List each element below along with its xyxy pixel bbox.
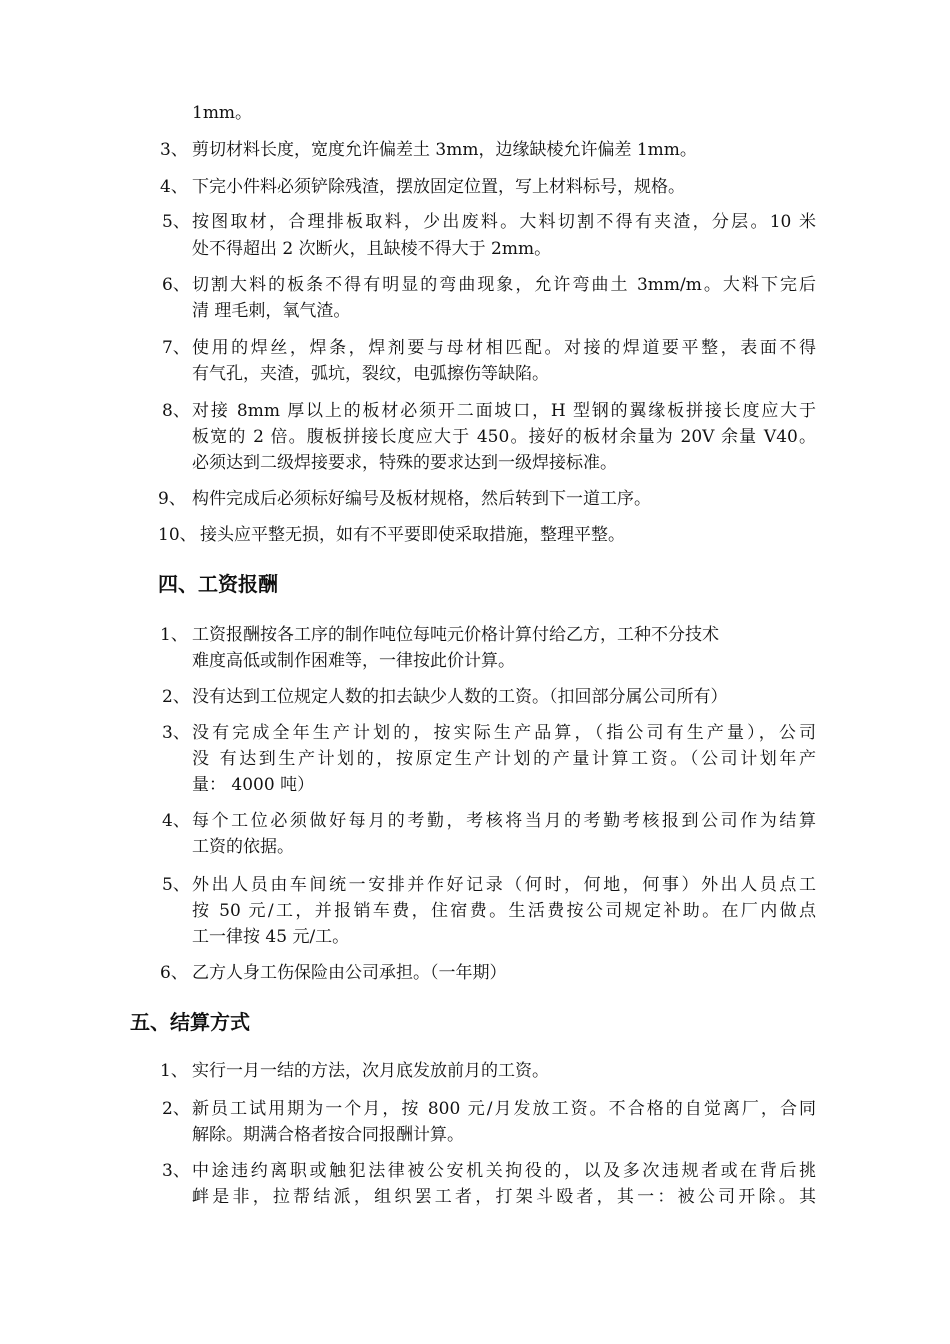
item-text: 必须达到二级焊接要求，特殊的要求达到一级焊接标准。 <box>192 453 617 473</box>
item-number: 2、 <box>162 1099 190 1119</box>
item-text: 剪切材料长度，宽度允许偏差土 3mm，边缘缺棱允许偏差 1mm。 <box>192 140 697 160</box>
item-text: 接头应平整无损，如有不平要即使采取措施，整理平整。 <box>200 525 625 545</box>
item-number: 5、 <box>162 875 190 895</box>
item-text: 新员工试用期为一个月，按 800 元/月发放工资。不合格的自觉离厂，合同 <box>192 1099 816 1119</box>
item-text: 清 理毛刺，氧气渣。 <box>192 301 351 321</box>
item-number: 3、 <box>162 723 190 743</box>
item-number: 2、 <box>162 687 190 707</box>
item-text: 没有达到工位规定人数的扣去缺少人数的工资。（扣回部分属公司所有） <box>192 687 728 707</box>
item-text: 使用的焊丝，焊条，焊剂要与母材相匹配。对接的焊道要平整，表面不得 <box>192 338 816 358</box>
item-number: 3、 <box>162 1161 190 1181</box>
item-text: 工资报酬按各工序的制作吨位每吨元价格计算付给乙方，工种不分技术 <box>192 625 719 645</box>
item-text: 对接 8mm 厚以上的板材必须开二面坡口，H 型钢的翼缘板拼接长度应大于 <box>192 401 816 421</box>
item-number: 10、 <box>158 525 197 545</box>
item-text: 中途违约离职或触犯法律被公安机关拘役的，以及多次违规者或在背后挑 <box>192 1161 816 1181</box>
item-text: 没 有达到生产计划的，按原定生产计划的产量计算工资。（公司计划年产 <box>192 749 816 769</box>
item-text: 按图取材，合理排板取料，少出废料。大料切割不得有夹渣，分层。10 米 <box>192 212 816 232</box>
item-text: 切割大料的板条不得有明显的弯曲现象，允许弯曲土 3mm/m。大料下完后 <box>192 275 816 295</box>
item-text: 构件完成后必须标好编号及板材规格，然后转到下一道工序。 <box>192 489 651 509</box>
item-text: 乙方人身工伤保险由公司承担。（一年期） <box>192 963 507 983</box>
item-text: 解除。期满合格者按合同报酬计算。 <box>192 1125 464 1145</box>
item-text: 按 50 元/工，并报销车费，住宿费。生活费按公司规定补助。在厂内做点 <box>192 901 816 921</box>
item-number: 4、 <box>160 177 188 197</box>
continuation-line: 1mm。 <box>192 103 253 123</box>
item-text: 难度高低或制作困难等，一律按此价计算。 <box>192 651 515 671</box>
item-text: 板宽的 2 倍。腹板拼接长度应大于 450。接好的板材余量为 20V 余量 V40。 <box>192 427 816 447</box>
item-number: 1、 <box>160 625 188 645</box>
item-number: 1、 <box>160 1061 188 1081</box>
item-text: 没有完成全年生产计划的，按实际生产品算，（指公司有生产量），公司 <box>192 723 816 743</box>
item-number: 3、 <box>160 140 188 160</box>
item-number: 5、 <box>162 212 190 232</box>
item-text: 处不得超出 2 次断火，且缺棱不得大于 2mm。 <box>192 239 552 259</box>
item-text: 下完小件料必须铲除残渣，摆放固定位置，写上材料标号，规格。 <box>192 177 685 197</box>
item-text: 外出人员由车间统一安排并作好记录（何时，何地，何事）外出人员点工 <box>192 875 816 895</box>
item-text: 每个工位必须做好每月的考勤，考核将当月的考勤考核报到公司作为结算 <box>192 811 816 831</box>
item-text: 工资的依据。 <box>192 837 294 857</box>
item-text: 量： 4000 吨） <box>192 775 315 795</box>
item-number: 4、 <box>162 811 190 831</box>
section-heading: 四、工资报酬 <box>158 572 278 596</box>
item-number: 9、 <box>158 489 186 509</box>
item-text: 工一律按 45 元/工。 <box>192 927 350 947</box>
item-text: 有气孔，夹渣，弧坑，裂纹，电弧擦伤等缺陷。 <box>192 364 549 384</box>
item-text: 实行一月一结的方法，次月底发放前月的工资。 <box>192 1061 549 1081</box>
item-number: 8、 <box>162 401 190 421</box>
item-number: 7、 <box>162 338 190 358</box>
item-text: 衅是非，拉帮结派，组织罢工者，打架斗殴者，其一：被公司开除。其 <box>192 1187 816 1207</box>
section-heading: 五、结算方式 <box>130 1010 250 1034</box>
item-number: 6、 <box>160 963 188 983</box>
item-number: 6、 <box>162 275 190 295</box>
